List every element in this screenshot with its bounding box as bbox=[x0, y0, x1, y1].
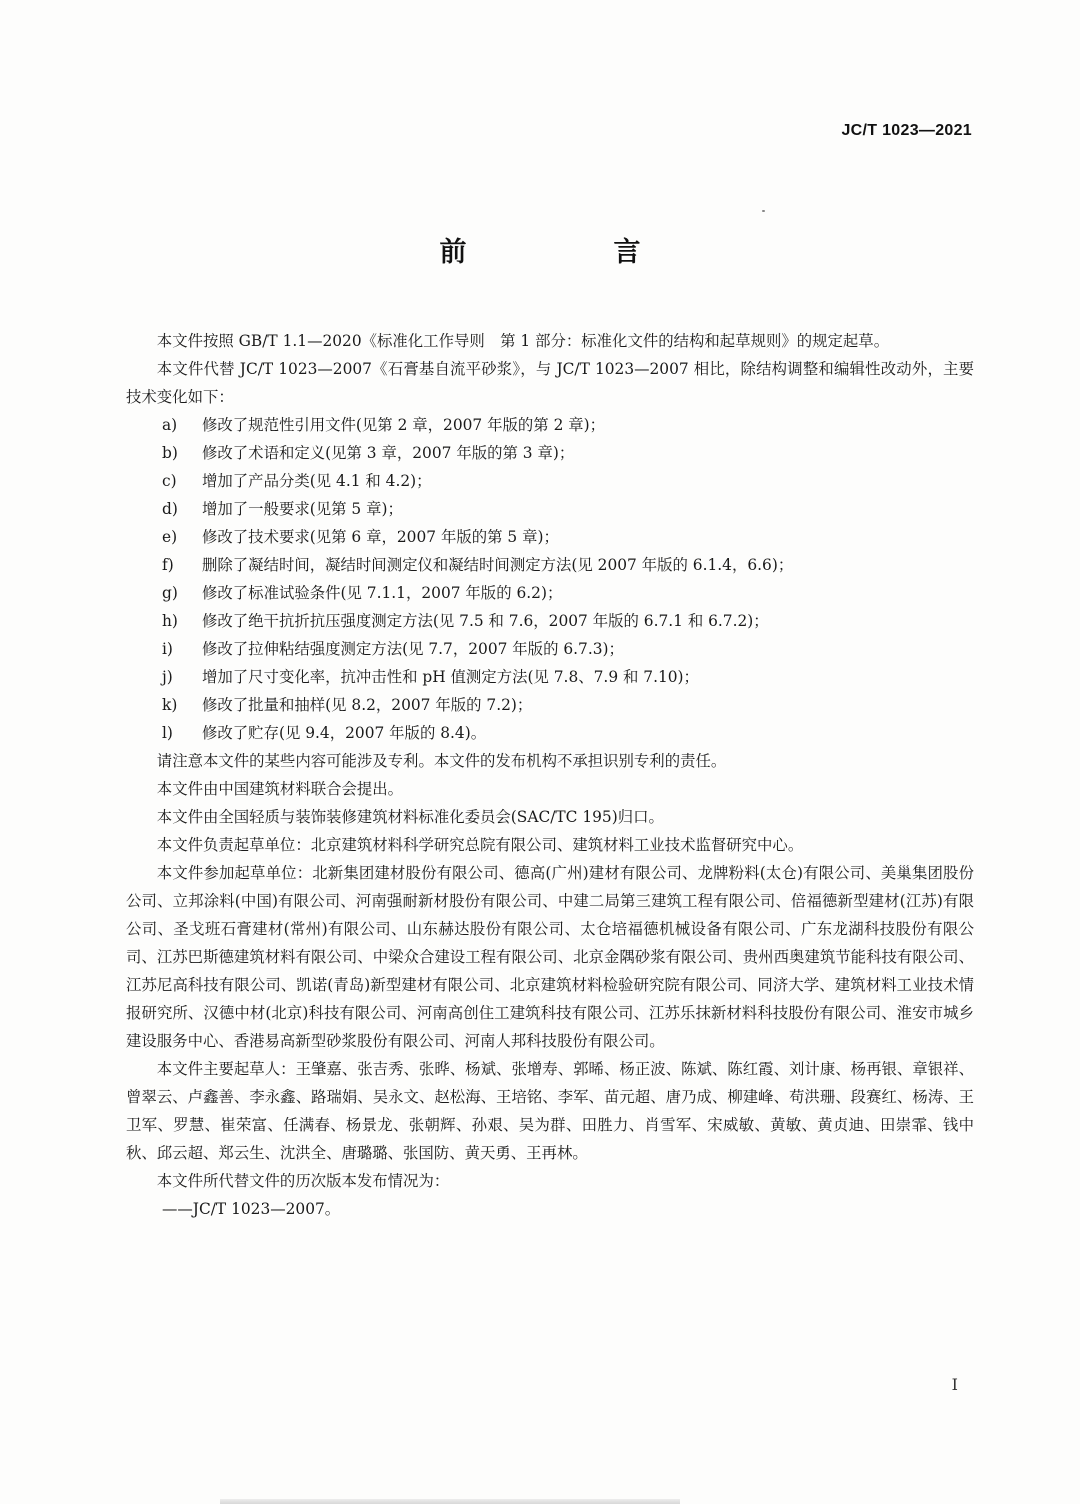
list-item bbox=[126, 551, 974, 579]
list-text: 修改了标准试验条件(见 7.1.1，2007 年版的 6.2)； bbox=[202, 584, 563, 602]
page-title: 前 言 bbox=[439, 237, 701, 268]
history-item: ——JC/T 1023—2007。 bbox=[162, 1200, 341, 1218]
list-item bbox=[126, 579, 974, 607]
list-item bbox=[126, 495, 974, 523]
list-marker: d) bbox=[162, 500, 178, 518]
list-item bbox=[126, 467, 974, 495]
list-marker: k) bbox=[162, 696, 178, 714]
paragraph-lead-drafter: 本文件负责起草单位：北京建筑材料科学研究总院有限公司、建筑材料工业技术监督研究中心。 bbox=[156, 836, 804, 854]
change-list bbox=[126, 411, 974, 747]
list-text: 修改了贮存(见 9.4，2007 年版的 8.4)。 bbox=[202, 724, 487, 742]
list-item bbox=[126, 719, 974, 747]
list-marker: i) bbox=[162, 640, 173, 658]
list-text: 增加了尺寸变化率，抗冲击性和 pH 值测定方法(见 7.8、7.9 和 7.10)； bbox=[202, 668, 699, 686]
paragraph-replacement: 本文件代替 JC/T 1023—2007《石膏基自流平砂浆》，与 JC/T 1023—2007 相比，除结构调整和编辑性改动外，主要技术变化如下： bbox=[126, 360, 974, 406]
list-marker: l) bbox=[162, 724, 173, 742]
list-item bbox=[126, 607, 974, 635]
list-text: 修改了拉伸粘结强度测定方法(见 7.7，2007 年版的 6.7.3)； bbox=[202, 640, 624, 658]
page-number: I bbox=[951, 1375, 958, 1394]
list-text: 修改了技术要求(见第 6 章，2007 年版的第 5 章)； bbox=[202, 528, 559, 546]
list-text: 删除了凝结时间，凝结时间测定仪和凝结时间测定方法(见 2007 年版的 6.1.4，6.6)； bbox=[202, 556, 794, 574]
list-item bbox=[126, 663, 974, 691]
list-item bbox=[126, 439, 974, 467]
paragraph-proposed-by: 本文件由中国建筑材料联合会提出。 bbox=[156, 780, 404, 798]
standard-code: JC/T 1023—2021 bbox=[841, 122, 972, 139]
list-item bbox=[126, 411, 974, 439]
list-text: 修改了批量和抽样(见 8.2，2007 年版的 7.2)； bbox=[202, 696, 533, 714]
list-text: 修改了绝干抗折抗压强度测定方法(见 7.5 和 7.6，2007 年版的 6.7.1 和 6.7.2)； bbox=[202, 612, 769, 630]
list-marker: c) bbox=[162, 472, 177, 490]
list-marker: e) bbox=[162, 528, 178, 546]
foreword-body bbox=[126, 327, 974, 1223]
list-marker: h) bbox=[162, 612, 178, 630]
list-item bbox=[126, 635, 974, 663]
list-text: 修改了术语和定义(见第 3 章，2007 年版的第 3 章)； bbox=[202, 444, 575, 462]
list-item bbox=[126, 523, 974, 551]
list-marker: b) bbox=[162, 444, 178, 462]
paragraph-participating-units: 本文件参加起草单位：北新集团建材股份有限公司、德高(广州)建材有限公司、龙牌粉料(太仓)有限公司、美巢集团股份公司、立邦涂料(中国)有限公司、河南强耐新材股份有限公司、中建二局第三建筑工程有限公司、倍福德新型建材(江苏)有限公司、圣戈班石膏建材(常州)有限公司、山东赫达股份有限公司、太仓培福德机械设备有限公司、广东龙湖科技股份有限公司、江苏巴斯德建筑材料有限公司、中梁众合建设工程有限公司、北京金隅砂浆有限公司、贵州西奥建筑节能科技有限公司、江苏尼高科技有限公司、凯诺(青岛)新型建材有限公司、北京建筑材料检验研究院有限公司、同济大学、建筑材料工业技术情报研究所、汉德中材(北京)科技有限公司、河南高创住工建筑科技有限公司、江苏乐抹新材料科技股份有限公司、淮安市城乡建设服务中心、香港易高新型砂浆股份有限公司、河南人邦科技股份有限公司。 bbox=[126, 864, 974, 1050]
paragraph-managed-by: 本文件由全国轻质与装饰装修建筑材料标准化委员会(SAC/TC 195)归口。 bbox=[156, 808, 664, 826]
list-marker: a) bbox=[162, 416, 178, 434]
list-text: 增加了一般要求(见第 5 章)； bbox=[202, 500, 403, 518]
list-marker: f) bbox=[162, 556, 174, 574]
scan-speck bbox=[762, 210, 765, 212]
paragraph-history-intro: 本文件所代替文件的历次版本发布情况为： bbox=[156, 1172, 450, 1190]
paragraph-main-drafters: 本文件主要起草人：王肇嘉、张吉秀、张晔、杨斌、张增寿、郭晞、杨正波、陈斌、陈红霞、刘计康、杨再银、章银祥、曾翠云、卢鑫善、李永鑫、路瑞娟、吴永文、赵松海、王培铭、李军、苗元超、唐乃成、柳建峰、苟洪珊、段赛红、杨涛、王卫军、罗慧、崔荣富、任满春、杨景龙、张朝辉、孙艰、吴为群、田胜力、肖雪军、宋威敏、黄敏、黄贞迪、田崇霏、钱中秋、邱云超、郑云生、沈洪全、唐璐璐、张国防、黄天勇、王再林。 bbox=[126, 1060, 974, 1162]
paragraph-patent-notice: 请注意本文件的某些内容可能涉及专利。本文件的发布机构不承担识别专利的责任。 bbox=[156, 752, 727, 770]
list-item bbox=[126, 691, 974, 719]
list-marker: j) bbox=[162, 668, 173, 686]
list-marker: g) bbox=[162, 584, 178, 602]
list-text: 增加了产品分类(见 4.1 和 4.2)； bbox=[202, 472, 432, 490]
scan-bottom-edge bbox=[220, 1499, 680, 1504]
paragraph-drafting-rule: 本文件按照 GB/T 1.1—2020《标准化工作导则 第 1 部分：标准化文件的结构和起草规则》的规定起草。 bbox=[156, 332, 890, 350]
list-text: 修改了规范性引用文件(见第 2 章，2007 年版的第 2 章)； bbox=[202, 416, 606, 434]
